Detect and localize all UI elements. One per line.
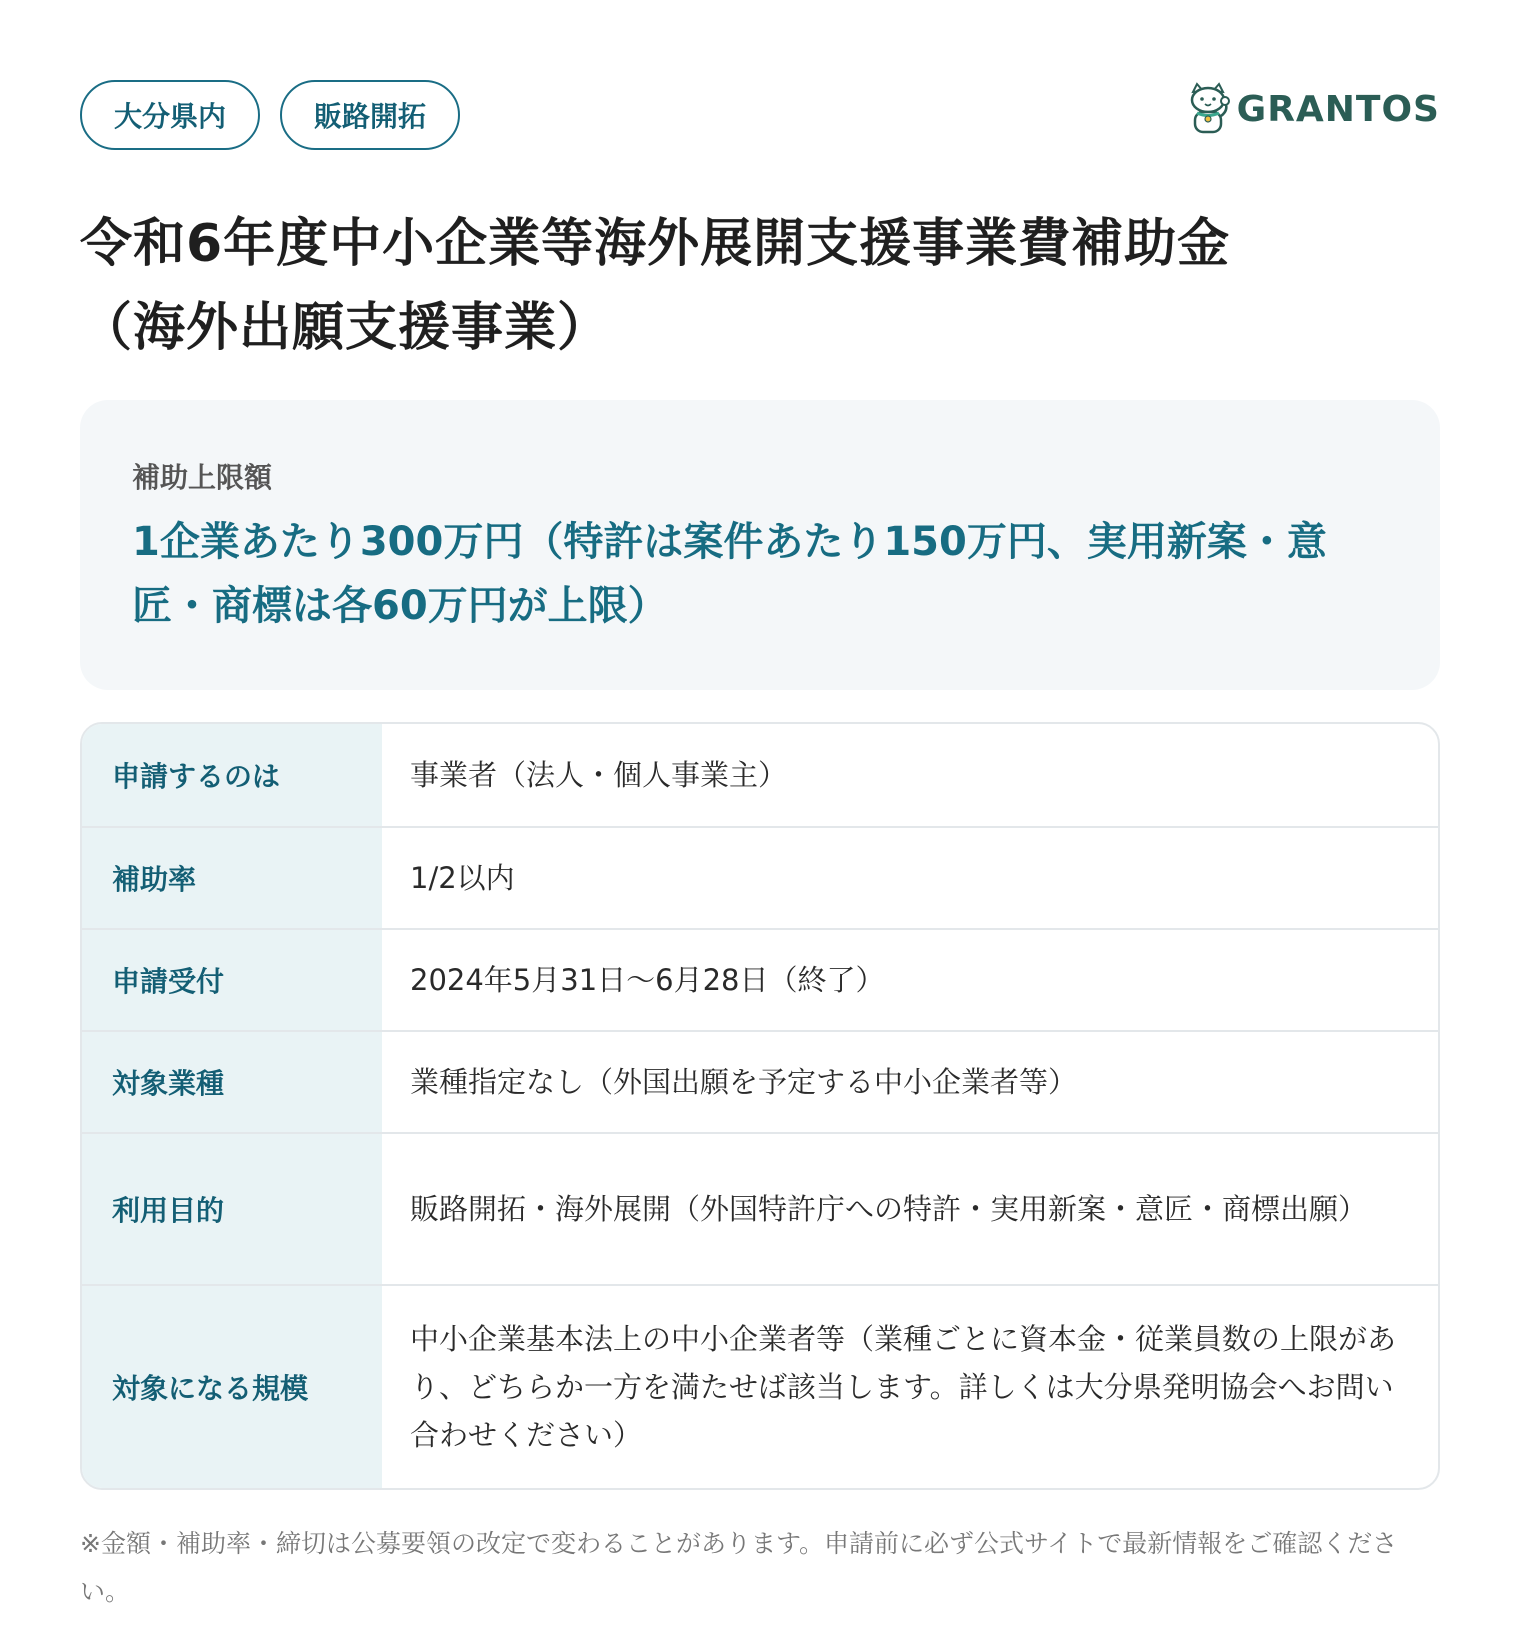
row-value: 業種指定なし（外国出願を予定する中小企業者等）: [410, 1065, 1078, 1099]
tag-region[interactable]: 大分県内: [80, 80, 260, 150]
table-row: [82, 1284, 1438, 1488]
table-row: [82, 928, 1438, 1030]
row-label: 申請受付: [82, 930, 382, 1030]
maneki-neko-cat-icon: [1185, 82, 1231, 136]
row-label: 対象になる規模: [82, 1286, 382, 1488]
row-label: 利用目的: [82, 1134, 382, 1284]
disclaimer-note: ※金額・補助率・締切は公募要領の改定で変わることがあります。申請前に必ず公式サイトで最新情報をご確認ください。: [80, 1529, 1398, 1606]
subsidy-cap-label: 補助上限額: [132, 461, 273, 494]
row-label: 申請するのは: [82, 724, 382, 826]
row-value: 中小企業基本法上の中小企業者等（業種ごとに資本金・従業員数の上限があり、どちらか一方を満たせば該当します。詳しくは大分県発明協会へお問い合わせください）: [410, 1322, 1397, 1452]
brand-name: GRANTOS: [1236, 88, 1440, 130]
header: [80, 80, 1440, 150]
brand-logo[interactable]: [1185, 82, 1440, 136]
page-title: [80, 202, 1440, 370]
table-row: [82, 724, 1438, 826]
tag-list: [80, 80, 460, 150]
row-label: 補助率: [82, 828, 382, 928]
subsidy-cap-box: [80, 400, 1440, 690]
info-table: [80, 722, 1440, 1490]
title-line-2: （海外出願支援事業）: [80, 298, 611, 358]
row-value: 事業者（法人・個人事業主）: [410, 758, 788, 792]
row-value: 販路開拓・海外展開（外国特許庁への特許・実用新案・意匠・商標出願）: [410, 1192, 1368, 1226]
row-value: 2024年5月31日〜6月28日（終了）: [410, 963, 885, 997]
table-row: [82, 1132, 1438, 1284]
tag-purpose[interactable]: 販路開拓: [280, 80, 460, 150]
subsidy-cap-value: 1企業あたり300万円（特許は案件あたり150万円、実用新案・意匠・商標は各60万円が上限）: [132, 519, 1327, 629]
row-value: 1/2以内: [410, 861, 515, 895]
table-row: [82, 1030, 1438, 1132]
title-line-1: 令和6年度中小企業等海外展開支援事業費補助金: [80, 214, 1231, 274]
table-row: [82, 826, 1438, 928]
row-label: 対象業種: [82, 1032, 382, 1132]
